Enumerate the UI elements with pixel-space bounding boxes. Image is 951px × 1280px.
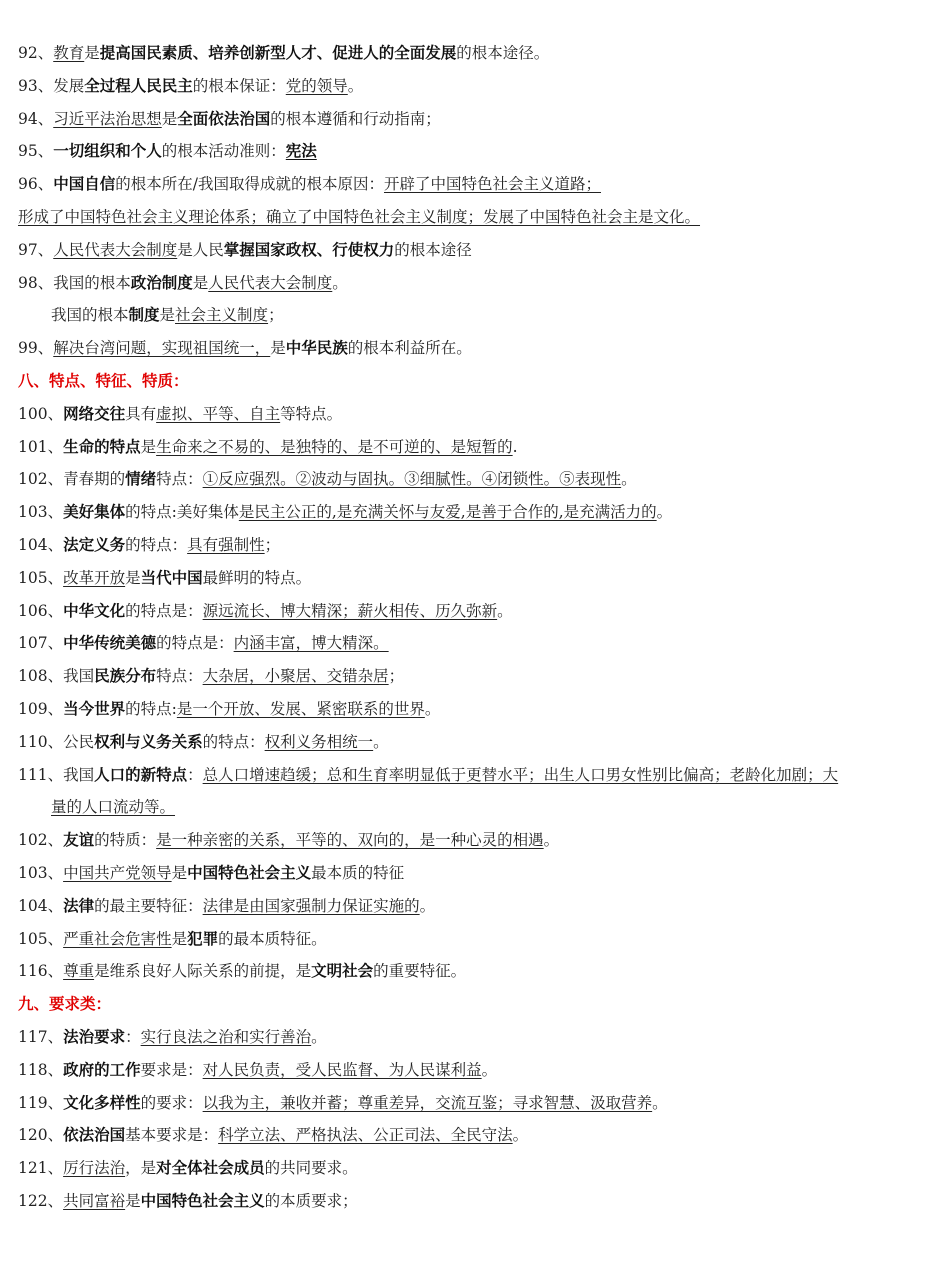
underlined-answer: 总人口增速趋缓；总和生育率明显低于更替水平；出生人口男女性别比偏高；老龄化加剧；大 (202, 765, 839, 784)
text-run: ； (388, 667, 405, 686)
text-run: 。 (621, 470, 637, 489)
text-line (18, 267, 918, 300)
text-run: ； (268, 306, 284, 325)
bold-term: 文化多样性 (63, 1093, 141, 1112)
text-run: 是 (84, 44, 100, 62)
text-run: 的本质要求； (264, 1191, 358, 1210)
text-line (18, 135, 918, 168)
text-run: 。 (656, 503, 673, 522)
underlined-answer: 法律是由国家强制力保证实施的 (202, 896, 420, 915)
text-run: 特点： (156, 667, 203, 686)
text-line (18, 463, 918, 496)
text-run: 的重要特征。 (373, 962, 467, 981)
bold-term: 政府的工作 (63, 1060, 141, 1079)
text-run: 96、 (18, 175, 54, 194)
text-run: 。 (652, 1093, 668, 1112)
text-run: 九、要求类： (18, 995, 112, 1014)
text-run: 是人民 (177, 240, 224, 259)
text-run: 118、 (18, 1060, 64, 1079)
text-run: 97、 (18, 240, 54, 259)
text-line (18, 1021, 918, 1054)
text-line (18, 562, 918, 595)
underlined-answer: 开辟了中国特色社会主义道路； (383, 175, 601, 194)
text-run: 的根本活动准则： (161, 142, 286, 161)
text-run: 的特点: (125, 699, 177, 718)
underlined-answer: 科学立法、严格执法、公正司法、全民守法 (218, 1126, 513, 1145)
underlined-answer: 人民代表大会制度 (208, 273, 333, 292)
underlined-answer: 教育 (53, 44, 85, 62)
bold-term: 当今世界 (63, 699, 126, 718)
text-line (18, 890, 918, 923)
text-run: 。 (347, 76, 364, 95)
bold-term: 中华民族 (285, 339, 348, 358)
underlined-answer: 党的领导 (285, 76, 348, 95)
bold-term: 友谊 (63, 831, 95, 850)
bold-term: 情绪 (125, 470, 157, 489)
text-run: 是 (192, 273, 209, 292)
bold-term: 权利与义务关系 (94, 732, 203, 751)
bold-term: 美好集体 (63, 503, 126, 522)
text-run: 104、 (18, 896, 64, 915)
text-run: 。 (481, 1060, 498, 1079)
underlined-answer: 解决台湾问题，实现祖国统一， (53, 339, 271, 358)
underlined-answer: 是民主公正的,是充满关怀与友爱,是善于合作的,是充满活力的 (238, 503, 657, 522)
underlined-answer: 尊重 (63, 962, 95, 981)
text-run: ，是 (125, 1159, 157, 1178)
text-run: 105、 (18, 929, 64, 948)
underlined-answer: 大杂居，小聚居、交错杂居 (202, 667, 389, 686)
text-run: 100、 (18, 404, 64, 423)
text-line (18, 1185, 918, 1218)
underlined-answer: 内涵丰富，博大精深。 (233, 634, 389, 653)
underlined-answer: 生命来之不易的、是独特的、是不可逆的、是短暂的 (156, 437, 513, 456)
text-run: 。 (512, 1126, 529, 1145)
bold-term: 全过程人民民主 (84, 76, 193, 95)
text-line (18, 1119, 918, 1152)
text-line (18, 923, 918, 956)
text-line (18, 431, 918, 464)
bold-term: 法定义务 (63, 535, 126, 554)
underlined-answer: 实行良法之治和实行善治 (140, 1027, 312, 1046)
text-run: 是维系良好人际关系的前提，是 (94, 962, 312, 981)
underlined-answer: 厉行法治 (63, 1159, 126, 1178)
text-run: 102、 (18, 831, 64, 850)
text-line (18, 398, 918, 431)
text-line (18, 496, 918, 529)
bold-term: 中华文化 (63, 601, 126, 620)
text-run: 。 (419, 896, 436, 915)
text-run: 的根本所在/我国取得成就的根本原因： (115, 175, 384, 194)
underlined-answer: 是一种亲密的关系，平等的、双向的，是一种心灵的相遇 (156, 831, 544, 850)
text-line (18, 37, 918, 70)
text-run: 的特质： (94, 831, 157, 850)
text-line (18, 529, 918, 562)
underlined-answer: 量的人口流动等。 (51, 798, 176, 817)
text-run: 的共同要求。 (264, 1159, 358, 1178)
text-run: 的特点： (202, 732, 265, 751)
text-run: 的根本遵循和行动指南； (270, 109, 441, 128)
underlined-answer: 是一个开放、发展、紧密联系的世界 (176, 699, 425, 718)
text-line (18, 332, 918, 365)
text-run: 是 (270, 339, 286, 358)
text-run: 是 (171, 929, 188, 948)
bold-term: 犯罪 (187, 929, 219, 948)
text-line (18, 1054, 918, 1087)
text-run: 122、 (18, 1191, 64, 1210)
bold-term: 中国特色社会主义 (187, 863, 312, 882)
bold-underlined-answer: 宪法 (285, 142, 317, 161)
underlined-answer: 人民代表大会制度 (53, 240, 178, 259)
underlined-answer: 具有强制性 (187, 535, 265, 554)
underlined-answer: 虚拟、平等、自主 (156, 404, 281, 423)
text-line-indented (51, 791, 921, 824)
text-run: 119、 (18, 1093, 64, 1112)
underlined-answer: 社会主义制度 (175, 306, 269, 325)
text-line (18, 168, 918, 201)
bold-term: 法治要求 (63, 1027, 126, 1046)
underlined-answer: 中国共产党领导 (63, 863, 172, 882)
underlined-answer: 权利义务相统一 (264, 732, 374, 751)
text-run: 基本要求是： (125, 1126, 219, 1145)
bold-term: 掌握国家政权、行使权力 (223, 240, 395, 259)
bold-term: 中华传统美德 (63, 634, 157, 653)
text-run: 95、 (18, 142, 54, 161)
text-run: 117、 (18, 1027, 64, 1046)
text-run: 107、 (18, 634, 64, 653)
text-run: 的特点:美好集体 (125, 503, 239, 522)
bold-term: 制度 (128, 306, 160, 325)
bold-term: 文明社会 (311, 962, 374, 981)
text-run: 我国的根本 (51, 306, 129, 325)
text-line (18, 103, 918, 136)
underlined-answer: 对人民负责，受人民监督、为人民谋利益 (202, 1060, 482, 1079)
text-run: 等特点。 (280, 404, 343, 423)
text-run: 的最本质特征。 (218, 929, 327, 948)
text-run: 的根本途径 (394, 240, 472, 259)
text-run: 的最主要特征： (94, 896, 203, 915)
text-run: 要求是： (140, 1060, 203, 1079)
section-heading (18, 365, 918, 398)
text-run: 101、 (18, 437, 64, 456)
text-run: 109、 (18, 699, 64, 718)
text-run: 102、青春期的 (18, 470, 126, 489)
text-run: ； (264, 535, 281, 554)
text-line (18, 726, 918, 759)
text-run: 的根本途径。 (456, 44, 550, 62)
text-line (18, 693, 918, 726)
text-run: 的根本利益所在。 (347, 339, 472, 358)
underlined-answer: 以我为主，兼收并蓄；尊重差异，交流互鉴；寻求智慧、汲取营养 (202, 1093, 653, 1112)
bold-term: 生命的特点 (63, 437, 141, 456)
bold-term: 依法治国 (63, 1126, 126, 1145)
bold-term: 一切组织和个人 (53, 142, 162, 161)
text-run: 121、 (18, 1159, 64, 1178)
bold-term: 人口的新特点 (94, 765, 188, 784)
text-run: 110、公民 (18, 732, 95, 751)
text-line (18, 759, 918, 792)
text-run: 93、发展 (18, 76, 85, 95)
text-run: 的特点是： (125, 601, 203, 620)
bold-term: 对全体社会成员 (156, 1159, 265, 1178)
bold-term: 民族分布 (94, 667, 157, 686)
bold-term: 当代中国 (140, 568, 203, 587)
text-run: 八、特点、特征、特质： (18, 371, 189, 390)
text-run: 120、 (18, 1126, 64, 1145)
bold-term: 网络交往 (63, 404, 126, 423)
text-run: 。 (497, 601, 513, 620)
text-run: 是 (140, 437, 157, 456)
text-run: 。 (311, 1027, 327, 1046)
text-run: 94、 (18, 109, 54, 128)
bold-term: 法律 (63, 896, 95, 915)
text-run: 是 (161, 109, 178, 128)
text-run: 的根本保证： (192, 76, 286, 95)
text-run: 。 (332, 273, 348, 292)
text-line (18, 595, 918, 628)
text-run: 。 (373, 732, 389, 751)
text-run: 的要求： (140, 1093, 203, 1112)
underlined-answer: 形成了中国特色社会主义理论体系；确立了中国特色社会主义制度；发展了中国特色社会主是文化。 (18, 207, 701, 226)
text-line (18, 70, 918, 103)
text-line (18, 857, 918, 890)
text-line (18, 1087, 918, 1120)
text-run: 是 (159, 306, 176, 325)
text-run: ： (187, 765, 203, 784)
text-line (18, 660, 918, 693)
text-line (18, 1152, 918, 1185)
text-run: 是 (171, 863, 188, 882)
text-run: 106、 (18, 601, 64, 620)
text-run: 108、我国 (18, 667, 95, 686)
underlined-answer: 严重社会危害性 (63, 929, 172, 948)
underlined-answer: 改革开放 (63, 568, 126, 587)
text-run: ： (125, 1027, 141, 1046)
text-run: 116、 (18, 962, 64, 981)
text-run: 最本质的特征 (311, 863, 405, 882)
text-run: 111、我国 (18, 765, 95, 784)
underlined-answer: 共同富裕 (63, 1191, 126, 1210)
text-line-continuation (18, 201, 918, 234)
text-run: 具有 (125, 404, 157, 423)
text-run: 105、 (18, 568, 64, 587)
underlined-answer: 源远流长、博大精深；薪火相传、历久弥新 (202, 601, 498, 620)
bold-term: 政治制度 (130, 273, 193, 292)
section-heading (18, 988, 918, 1021)
bold-term: 中国自信 (53, 175, 116, 194)
text-line (18, 824, 918, 857)
bold-term: 中国特色社会主义 (140, 1191, 265, 1210)
text-line (18, 234, 918, 267)
text-run: 103、 (18, 863, 64, 882)
bold-term: 全面依法治国 (177, 109, 271, 128)
text-run: 104、 (18, 535, 64, 554)
text-run: 。 (424, 699, 441, 718)
text-run: 的特点是： (156, 634, 234, 653)
text-run: 92、 (18, 44, 54, 62)
underlined-answer: ①反应强烈。②波动与固执。③细腻性。④闭锁性。⑤表现性 (202, 470, 622, 489)
text-run: 103、 (18, 503, 64, 522)
text-run: . (512, 437, 518, 456)
text-line (18, 955, 918, 988)
text-run: 98、我国的根本 (18, 273, 131, 292)
text-line-indented (51, 299, 921, 332)
text-run: 最鲜明的特点。 (202, 568, 312, 587)
bold-term: 提高国民素质、培养创新型人才、促进人的全面发展 (99, 44, 457, 62)
text-line (18, 627, 918, 660)
text-run: 。 (543, 831, 560, 850)
text-run: 的特点： (125, 535, 188, 554)
text-run: 是 (125, 1191, 141, 1210)
text-run: 99、 (18, 339, 54, 358)
text-run: 是 (125, 568, 141, 587)
text-run: 特点： (156, 470, 203, 489)
underlined-answer: 习近平法治思想 (53, 109, 162, 128)
